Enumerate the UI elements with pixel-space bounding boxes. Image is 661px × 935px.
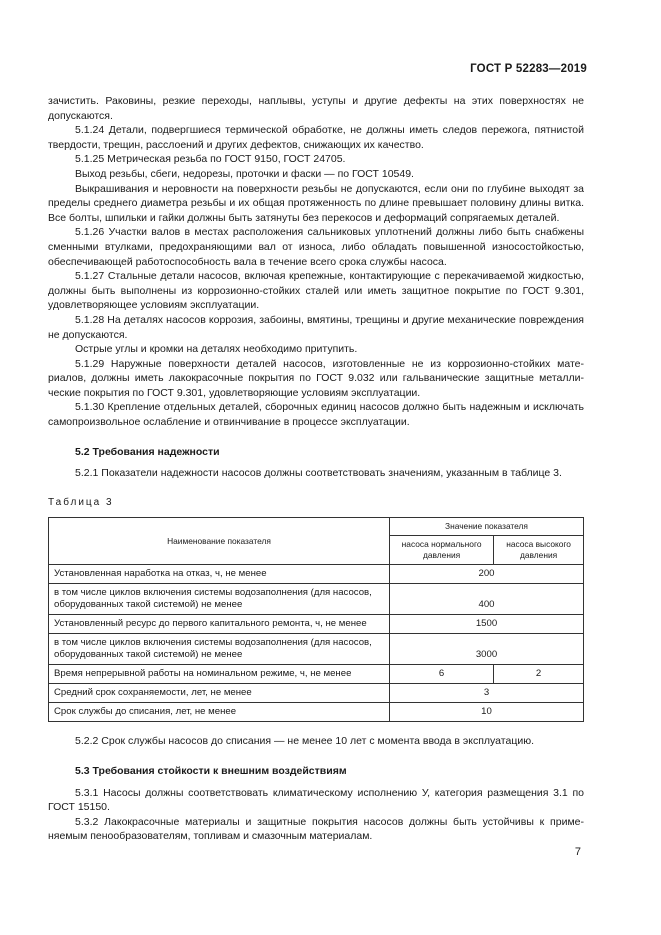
row-name: Установленная наработка на отказ, ч, не менее bbox=[49, 565, 390, 584]
paragraph: Выход резьбы, сбеги, недорезы, проточки и фаски — по ГОСТ 10549. bbox=[75, 167, 414, 180]
row-name: Время непрерывной работы на номинальном режиме, ч, не менее bbox=[49, 665, 390, 684]
table-row bbox=[49, 615, 584, 634]
table-row bbox=[49, 684, 584, 703]
table-header-high: насоса высокого давления bbox=[494, 536, 584, 565]
row-value: 200 bbox=[390, 565, 584, 584]
paragraph: 5.2.2 Срок службы насосов до списания — не менее 10 лет с момента ввода в эксплуатацию. bbox=[75, 735, 534, 748]
paragraph: зачистить. Раковины, резкие переходы, наплывы, уступы и другие дефекты на этих поверхностях не допускаются. bbox=[48, 95, 584, 122]
table-header-value: Значение показателя bbox=[390, 518, 584, 536]
document-id: ГОСТ Р 52283—2019 bbox=[470, 63, 587, 75]
row-value-normal: 6 bbox=[390, 665, 494, 684]
table-row bbox=[49, 565, 584, 584]
paragraph: 5.3.2 Лакокрасочные материалы и защитные покрытия насосов должны быть устойчивы к применяемым пенообразователям, топливам и смазочным материалам. bbox=[48, 815, 584, 843]
table-header-name: Наименование показателя bbox=[49, 518, 390, 565]
table-header-normal: насоса нормального давления bbox=[390, 536, 494, 565]
row-name: Срок службы до списания, лет, не менее bbox=[49, 703, 390, 722]
table-row bbox=[49, 634, 584, 665]
row-name: Установленный ресурс до первого капитального ремонта, ч, не менее bbox=[49, 615, 390, 634]
paragraph: 5.1.24 Детали, подвергшиеся термической обработке, не должны иметь следов пережога, пятнистой твердости, трещин, расслоений и других дефектов, снижающих их качество. bbox=[48, 124, 584, 151]
row-value-high: 2 bbox=[494, 665, 584, 684]
table-row bbox=[49, 584, 584, 615]
row-value: 400 bbox=[390, 584, 584, 615]
table-row bbox=[49, 703, 584, 722]
paragraph: 5.1.28 На деталях насосов коррозия, забоины, вмятины, трещины и другие механические повреждения не допускаются. bbox=[48, 313, 584, 341]
reliability-table bbox=[48, 517, 584, 722]
table-caption: Таблица 3 bbox=[48, 496, 114, 508]
row-value: 3 bbox=[390, 684, 584, 703]
paragraph: 5.1.25 Метрическая резьба по ГОСТ 9150, ГОСТ 24705. bbox=[75, 153, 346, 166]
section-heading-external-impact: 5.3 Требования стойкости к внешним воздействиям bbox=[75, 765, 347, 778]
row-name: в том числе циклов включения системы водозаполнения (для насосов, оборудованных такой системой) не менее bbox=[49, 584, 390, 615]
section-heading-reliability: 5.2 Требования надежности bbox=[75, 445, 220, 458]
paragraph: 5.1.30 Крепление отдельных деталей, сборочных единиц насосов должно быть надежным и исключать самопроизвольное ослабление и отвинчивание в процессе эксплуатации. bbox=[48, 401, 584, 429]
row-value: 10 bbox=[390, 703, 584, 722]
page-number: 7 bbox=[574, 846, 581, 858]
paragraph: 5.1.29 Наружные поверхности деталей насосов, изготовленные не из коррозионно-стойких материалов, должны иметь лакокрасочные покрытия по ГОСТ 9.032 или гальванические защитные металлические покрытия по ГОСТ 9.301, удовлетворяющие условиям эксплуатации. bbox=[48, 357, 584, 399]
paragraph: Острые углы и кромки на деталях необходимо притупить. bbox=[75, 343, 358, 356]
paragraph: Выкрашивания и неровности на поверхности резьбы не допускаются, если они по глубине выходят за пределы среднего диаметра резьбы и их общая протяженность по длине превышает половину длины витка. Все болты, шпильки и гайки должны быть затянуты без перекосов и деформаций сопрягаемых деталей. bbox=[48, 182, 584, 224]
paragraph: 5.3.1 Насосы должны соответствовать климатическому исполнению У, категория размещения 3.1 по ГОСТ 15150. bbox=[48, 786, 584, 814]
paragraph: 5.2.1 Показатели надежности насосов должны соответствовать значениям, указанным в таблице 3. bbox=[75, 467, 562, 480]
row-name: Средний срок сохраняемости, лет, не менее bbox=[49, 684, 390, 703]
paragraph: 5.1.26 Участки валов в местах расположения сальниковых уплотнений должны либо быть снабжены сменными втулками, предохраняющими вал от износа, либо обладать повышенной износостойкостью, обеспечивающей работоспособность вала в течение всего срока службы насоса. bbox=[48, 226, 584, 268]
table-row bbox=[49, 665, 584, 684]
row-value: 1500 bbox=[390, 615, 584, 634]
row-value: 3000 bbox=[390, 634, 584, 665]
paragraph: 5.1.27 Стальные детали насосов, включая крепежные, контактирующие с перекачиваемой жидкостью, должны быть выполнены из коррозионно-стойких сталей или иметь защитное покрытие по ГОСТ 9.301, удовлетворяющее условиям эксплуатации. bbox=[48, 270, 584, 312]
row-name: в том числе циклов включения системы водозаполнения (для насосов, оборудованных такой системой) не менее bbox=[49, 634, 390, 665]
page-content bbox=[48, 94, 584, 844]
